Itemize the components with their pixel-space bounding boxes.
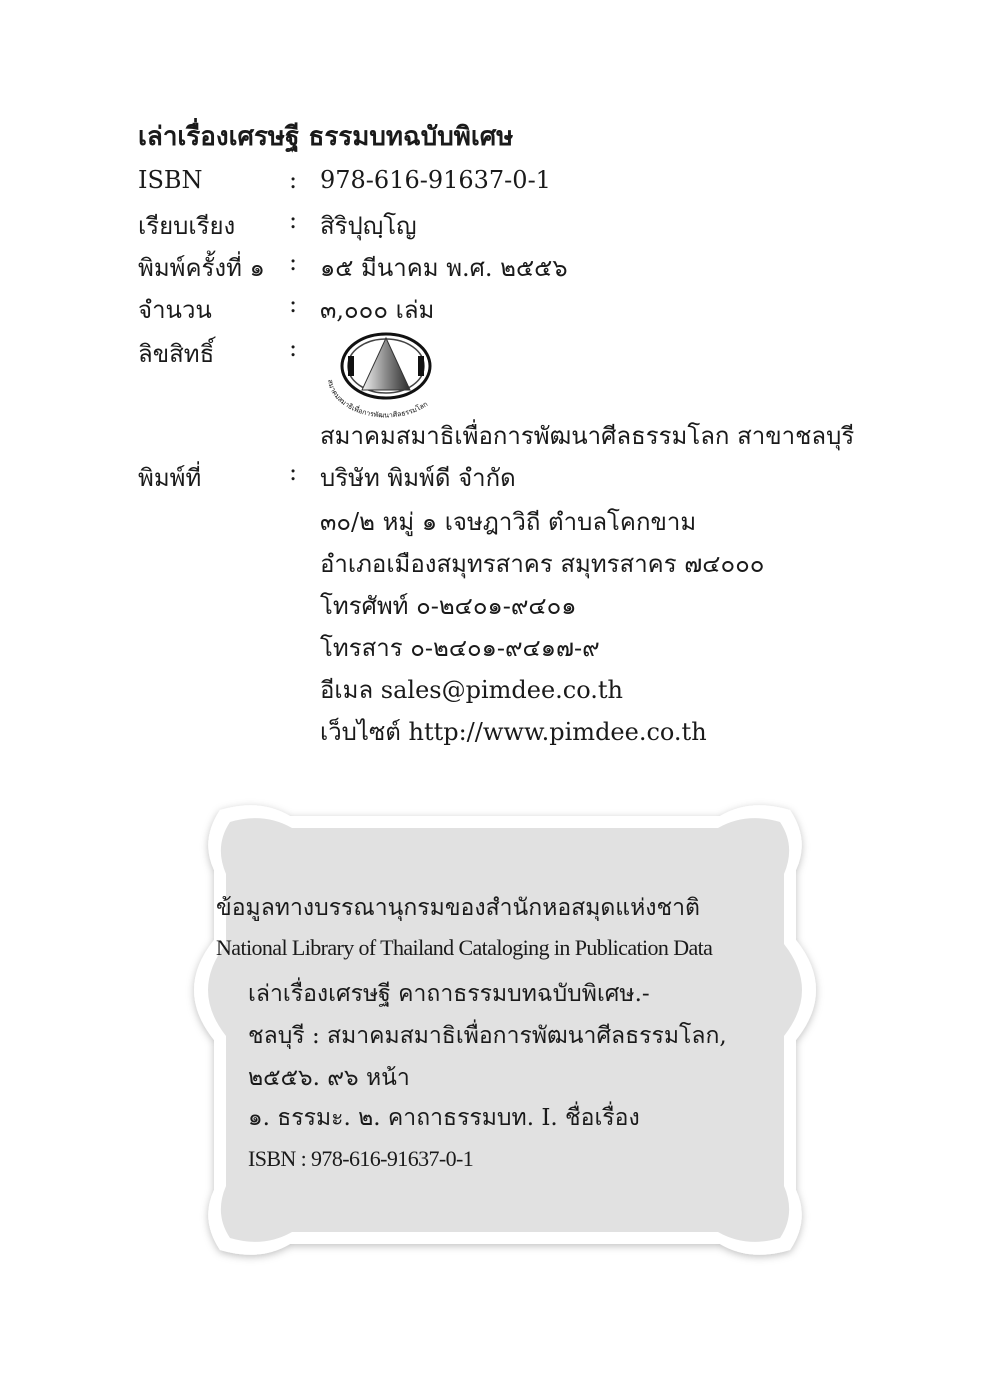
- printer-label: พิมพ์ที่: [138, 464, 202, 492]
- cip-line-subjects: ๑. ธรรมะ. ๒. คาถาธรรมบท. I. ชื่อเรื่อง: [248, 1105, 640, 1131]
- detail-colon: :: [289, 166, 298, 194]
- printer-district: อำเภอเมืองสมุทรสาคร สมุทรสาคร ๗๔๐๐๐: [320, 550, 765, 578]
- detail-label: จำนวน: [138, 296, 212, 324]
- printer-phone: โทรศัพท์ ๐-๒๔๐๑-๙๔๐๑: [320, 592, 577, 620]
- detail-colon: :: [289, 248, 298, 276]
- detail-value: สิริปุญฺโญ: [320, 212, 417, 240]
- book-title: เล่าเรื่องเศรษฐี ธรรมบทฉบับพิเศษ: [138, 122, 514, 152]
- printer-email: อีเมล sales@pimdee.co.th: [320, 676, 623, 704]
- detail-colon: :: [289, 290, 298, 318]
- printer-website: เว็บไซต์ http://www.pimdee.co.th: [320, 718, 707, 746]
- detail-label: ISBN: [138, 166, 203, 194]
- printer-fax: โทรสาร ๐-๒๔๐๑-๙๔๑๗-๙: [320, 634, 600, 662]
- cip-line-publisher: ชลบุรี : สมาคมสมาธิเพื่อการพัฒนาศีลธรรมโลก,: [248, 1023, 727, 1049]
- cip-line-isbn: ISBN : 978-616-91637-0-1: [248, 1146, 474, 1171]
- printer-name: บริษัท พิมพ์ดี จำกัด: [320, 464, 516, 492]
- logo-text: สมาคมสมาธิเพื่อการพัฒนาศีลธรรมโลก: [326, 379, 430, 420]
- copyright-owner: สมาคมสมาธิเพื่อการพัฒนาศีลธรรมโลก สาขาชลบุรี: [320, 422, 855, 450]
- detail-colon: :: [289, 206, 298, 234]
- cip-line-title: เล่าเรื่องเศรษฐี คาถาธรรมบทฉบับพิเศษ.-: [248, 981, 650, 1007]
- printer-colon: :: [289, 458, 298, 486]
- detail-label: เรียบเรียง: [138, 212, 236, 240]
- organization-logo: [318, 330, 458, 420]
- detail-colon: :: [289, 334, 298, 362]
- detail-value: 978-616-91637-0-1: [320, 166, 551, 194]
- detail-value: ๓,๐๐๐ เล่ม: [320, 296, 435, 324]
- detail-label: พิมพ์ครั้งที่ ๑: [138, 254, 265, 282]
- cip-line-year-pages: ๒๕๕๖. ๙๖ หน้า: [248, 1065, 410, 1091]
- cip-heading-english: National Library of Thailand Cataloging in Publication Data: [216, 935, 713, 960]
- printer-address: ๓๐/๒ หมู่ ๑ เจษฎาวิถี ตำบลโคกขาม: [320, 508, 697, 536]
- detail-value: ๑๕ มีนาคม พ.ศ. ๒๕๕๖: [320, 254, 568, 282]
- detail-label: ลิขสิทธิ์: [138, 340, 215, 368]
- cip-heading-thai: ข้อมูลทางบรรณานุกรมของสำนักหอสมุดแห่งชาติ: [216, 895, 700, 921]
